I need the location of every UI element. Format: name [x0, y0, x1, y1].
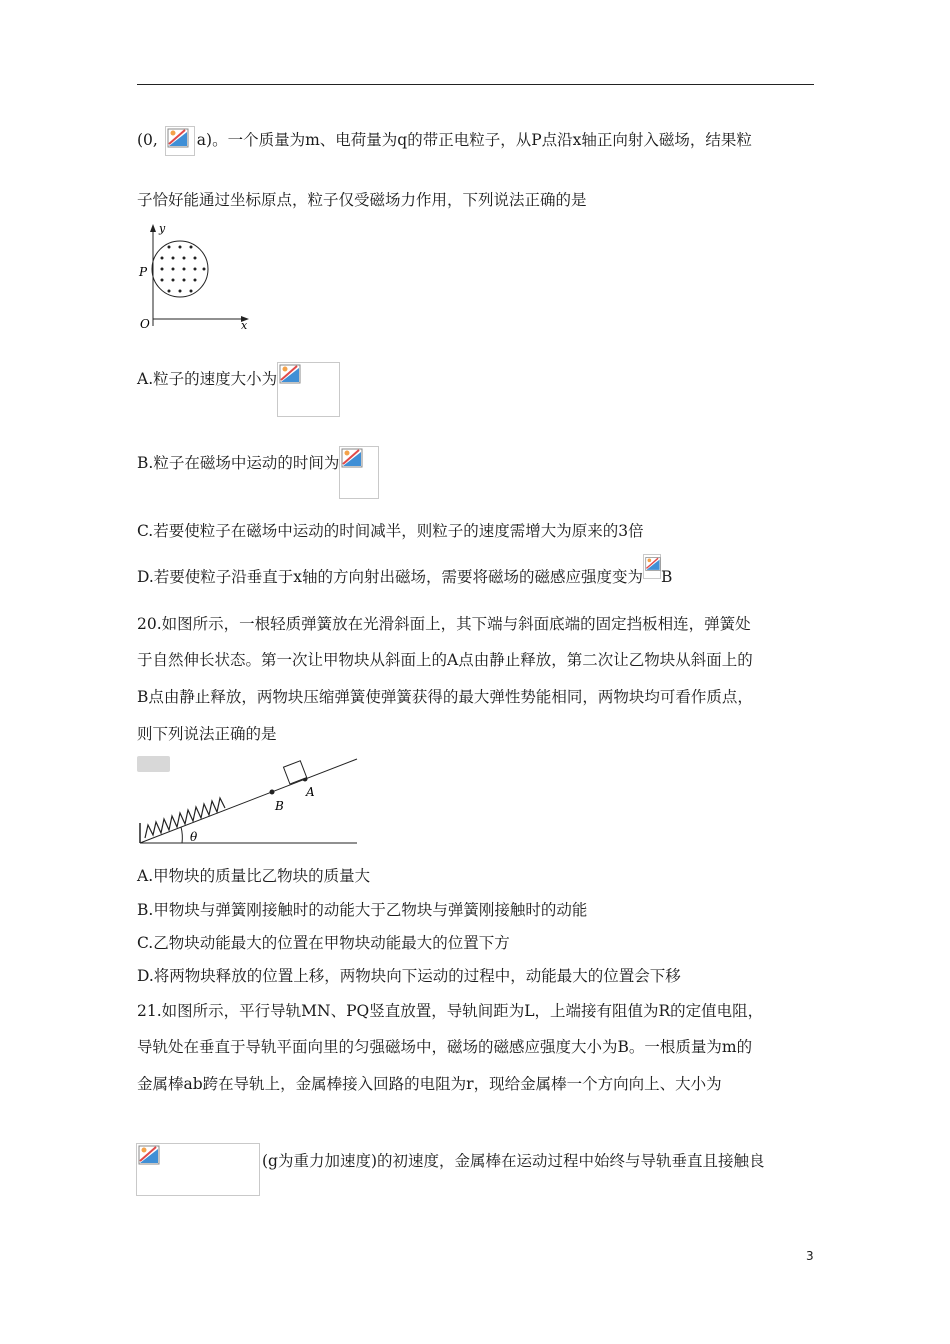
point-a-label: A	[306, 785, 315, 799]
q20-option-d: D.将两物块释放的位置上移，两物块向下运动的过程中，动能最大的位置会下移	[137, 967, 681, 985]
origin-label: O	[140, 317, 150, 331]
q20-option-c: C.乙物块动能最大的位置在甲物块动能最大的位置下方	[137, 934, 510, 952]
q20-line-4: 则下列说法正确的是	[137, 725, 277, 743]
q21-line-3: 金属棒ab跨在导轨上，金属棒接入回路的电阻为r，现给金属棒一个方向向上、大小为	[137, 1075, 722, 1093]
q19-option-a: A.粒子的速度大小为	[137, 369, 340, 424]
page-number: 3	[806, 1249, 814, 1263]
q21-line-1: 21.如图所示，平行导轨MN、PQ竖直放置，导轨间距为L，上端接有阻值为R的定值电阻，	[137, 1002, 764, 1020]
broken-image-icon	[643, 554, 661, 579]
x-axis-label: x	[241, 319, 248, 332]
broken-image-icon	[165, 126, 195, 156]
header-rule	[137, 84, 814, 85]
q19-option-d: D.若要使粒子沿垂直于x轴的方向射出磁场，需要将磁场的磁感应强度变为 B	[137, 567, 672, 592]
incline-spring-figure	[137, 755, 362, 850]
q19-option-c: C.若要使粒子在磁场中运动的时间减半，则粒子的速度需增大为原来的3倍	[137, 522, 644, 540]
q20-option-a: A.甲物块的质量比乙物块的质量大	[137, 867, 371, 885]
q19-line-2: 子恰好能通过坐标原点，粒子仅受磁场力作用，下列说法正确的是	[137, 191, 587, 209]
p-point-label: P	[139, 265, 148, 279]
theta-label: θ	[190, 830, 198, 844]
magnetic-field-figure	[135, 218, 255, 333]
broken-image-icon	[277, 362, 340, 417]
q21-line-4: (g为重力加速度)的初速度，金属棒在运动过程中始终与导轨垂直且接触良	[262, 1152, 765, 1170]
q21-line-2: 导轨处在垂直于导轨平面向里的匀强磁场中，磁场的磁感应强度大小为B。一根质量为m的	[137, 1038, 753, 1056]
point-b-label: B	[275, 799, 284, 813]
q20-line-3: B点由静止释放，两物块压缩弹簧使弹簧获得的最大弹性势能相同，两物块均可看作质点，	[137, 688, 753, 706]
q19-line-1: (0, a)。一个质量为m、电荷量为q的带正电粒子，从P点沿x轴正向射入磁场，结果粒	[137, 130, 752, 160]
broken-image-icon	[136, 1143, 260, 1196]
broken-image-icon	[339, 446, 379, 499]
q19-option-b: B.粒子在磁场中运动的时间为	[137, 453, 379, 506]
q20-line-2: 于自然伸长状态。第一次让甲物块从斜面上的A点由静止释放，第二次让乙物块从斜面上的	[137, 651, 753, 669]
q20-option-b: B.甲物块与弹簧刚接触时的动能大于乙物块与弹簧刚接触时的动能	[137, 901, 588, 919]
q20-line-1: 20.如图所示，一根轻质弹簧放在光滑斜面上，其下端与斜面底端的固定挡板相连，弹簧处	[137, 615, 751, 633]
y-axis-label: y	[159, 222, 166, 235]
